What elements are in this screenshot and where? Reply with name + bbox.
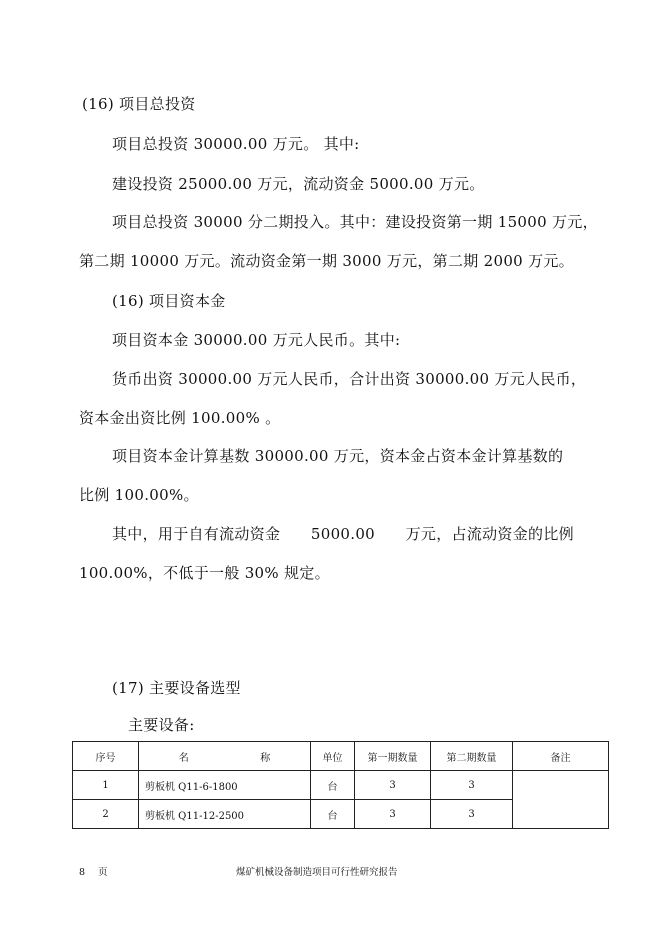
row-seq: 1 (73, 771, 139, 800)
header-name-part1: 名 (178, 752, 189, 764)
row-qty1: 3 (355, 771, 431, 800)
footer-page-label: 页 (98, 867, 108, 878)
header-seq: 序号 (73, 742, 139, 771)
header-qty2: 第二期数量 (431, 742, 513, 771)
investment-phases-line-1: 项目总投资 30000 分二期投入。其中：建设投资第一期 15000 万元， (112, 213, 598, 231)
equipment-table (72, 741, 609, 829)
table-header-row (73, 742, 609, 771)
investment-total-paragraph: 项目总投资 30000.00 万元。 其中: (112, 135, 360, 153)
investment-heading: (16) 项目总投资 (82, 95, 196, 113)
capital-total-paragraph: 项目资本金 30000.00 万元人民币。其中: (112, 331, 401, 349)
capital-base-line-2: 比例 100.00%。 (79, 486, 199, 504)
row-seq: 2 (73, 800, 139, 829)
working-capital-line-1: 其中，用于自有流动资金 5000.00 万元，占流动资金的比例 (112, 525, 574, 543)
row-remark (513, 771, 609, 829)
header-unit: 单位 (311, 742, 355, 771)
row-unit: 台 (311, 771, 355, 800)
row-name: 剪板机 Q11-12-2500 (139, 800, 311, 829)
capital-contribution-line-1: 货币出资 30000.00 万元人民币，合计出资 30000.00 万元人民币， (112, 370, 587, 388)
investment-phases-line-2: 第二期 10000 万元。流动资金第一期 3000 万元，第二期 2000 万元。 (79, 252, 574, 270)
row-qty1: 3 (355, 800, 431, 829)
row-qty2: 3 (431, 800, 513, 829)
investment-breakdown-paragraph: 建设投资 25000.00 万元，流动资金 5000.00 万元。 (112, 175, 485, 193)
header-name (139, 742, 311, 771)
row-name: 剪板机 Q11-6-1800 (139, 771, 311, 800)
footer-page-number: 8 (79, 867, 86, 878)
working-capital-line-2: 100.00%，不低于一般 30% 规定。 (79, 564, 330, 582)
capital-base-line-1: 项目资本金计算基数 30000.00 万元，资本金占资本金计算基数的 (112, 447, 564, 465)
row-qty2: 3 (431, 771, 513, 800)
header-remark: 备注 (513, 742, 609, 771)
capital-contribution-line-2: 资本金出资比例 100.00% 。 (79, 409, 281, 427)
table-row (73, 771, 609, 800)
footer-title: 煤矿机械设备制造项目可行性研究报告 (236, 867, 398, 878)
equipment-heading: (17) 主要设备选型 (112, 679, 241, 697)
equipment-subheading: 主要设备: (128, 716, 195, 734)
capital-heading: (16) 项目资本金 (112, 292, 226, 310)
header-qty1: 第一期数量 (355, 742, 431, 771)
row-unit: 台 (311, 800, 355, 829)
header-name-part2: 称 (260, 752, 271, 764)
